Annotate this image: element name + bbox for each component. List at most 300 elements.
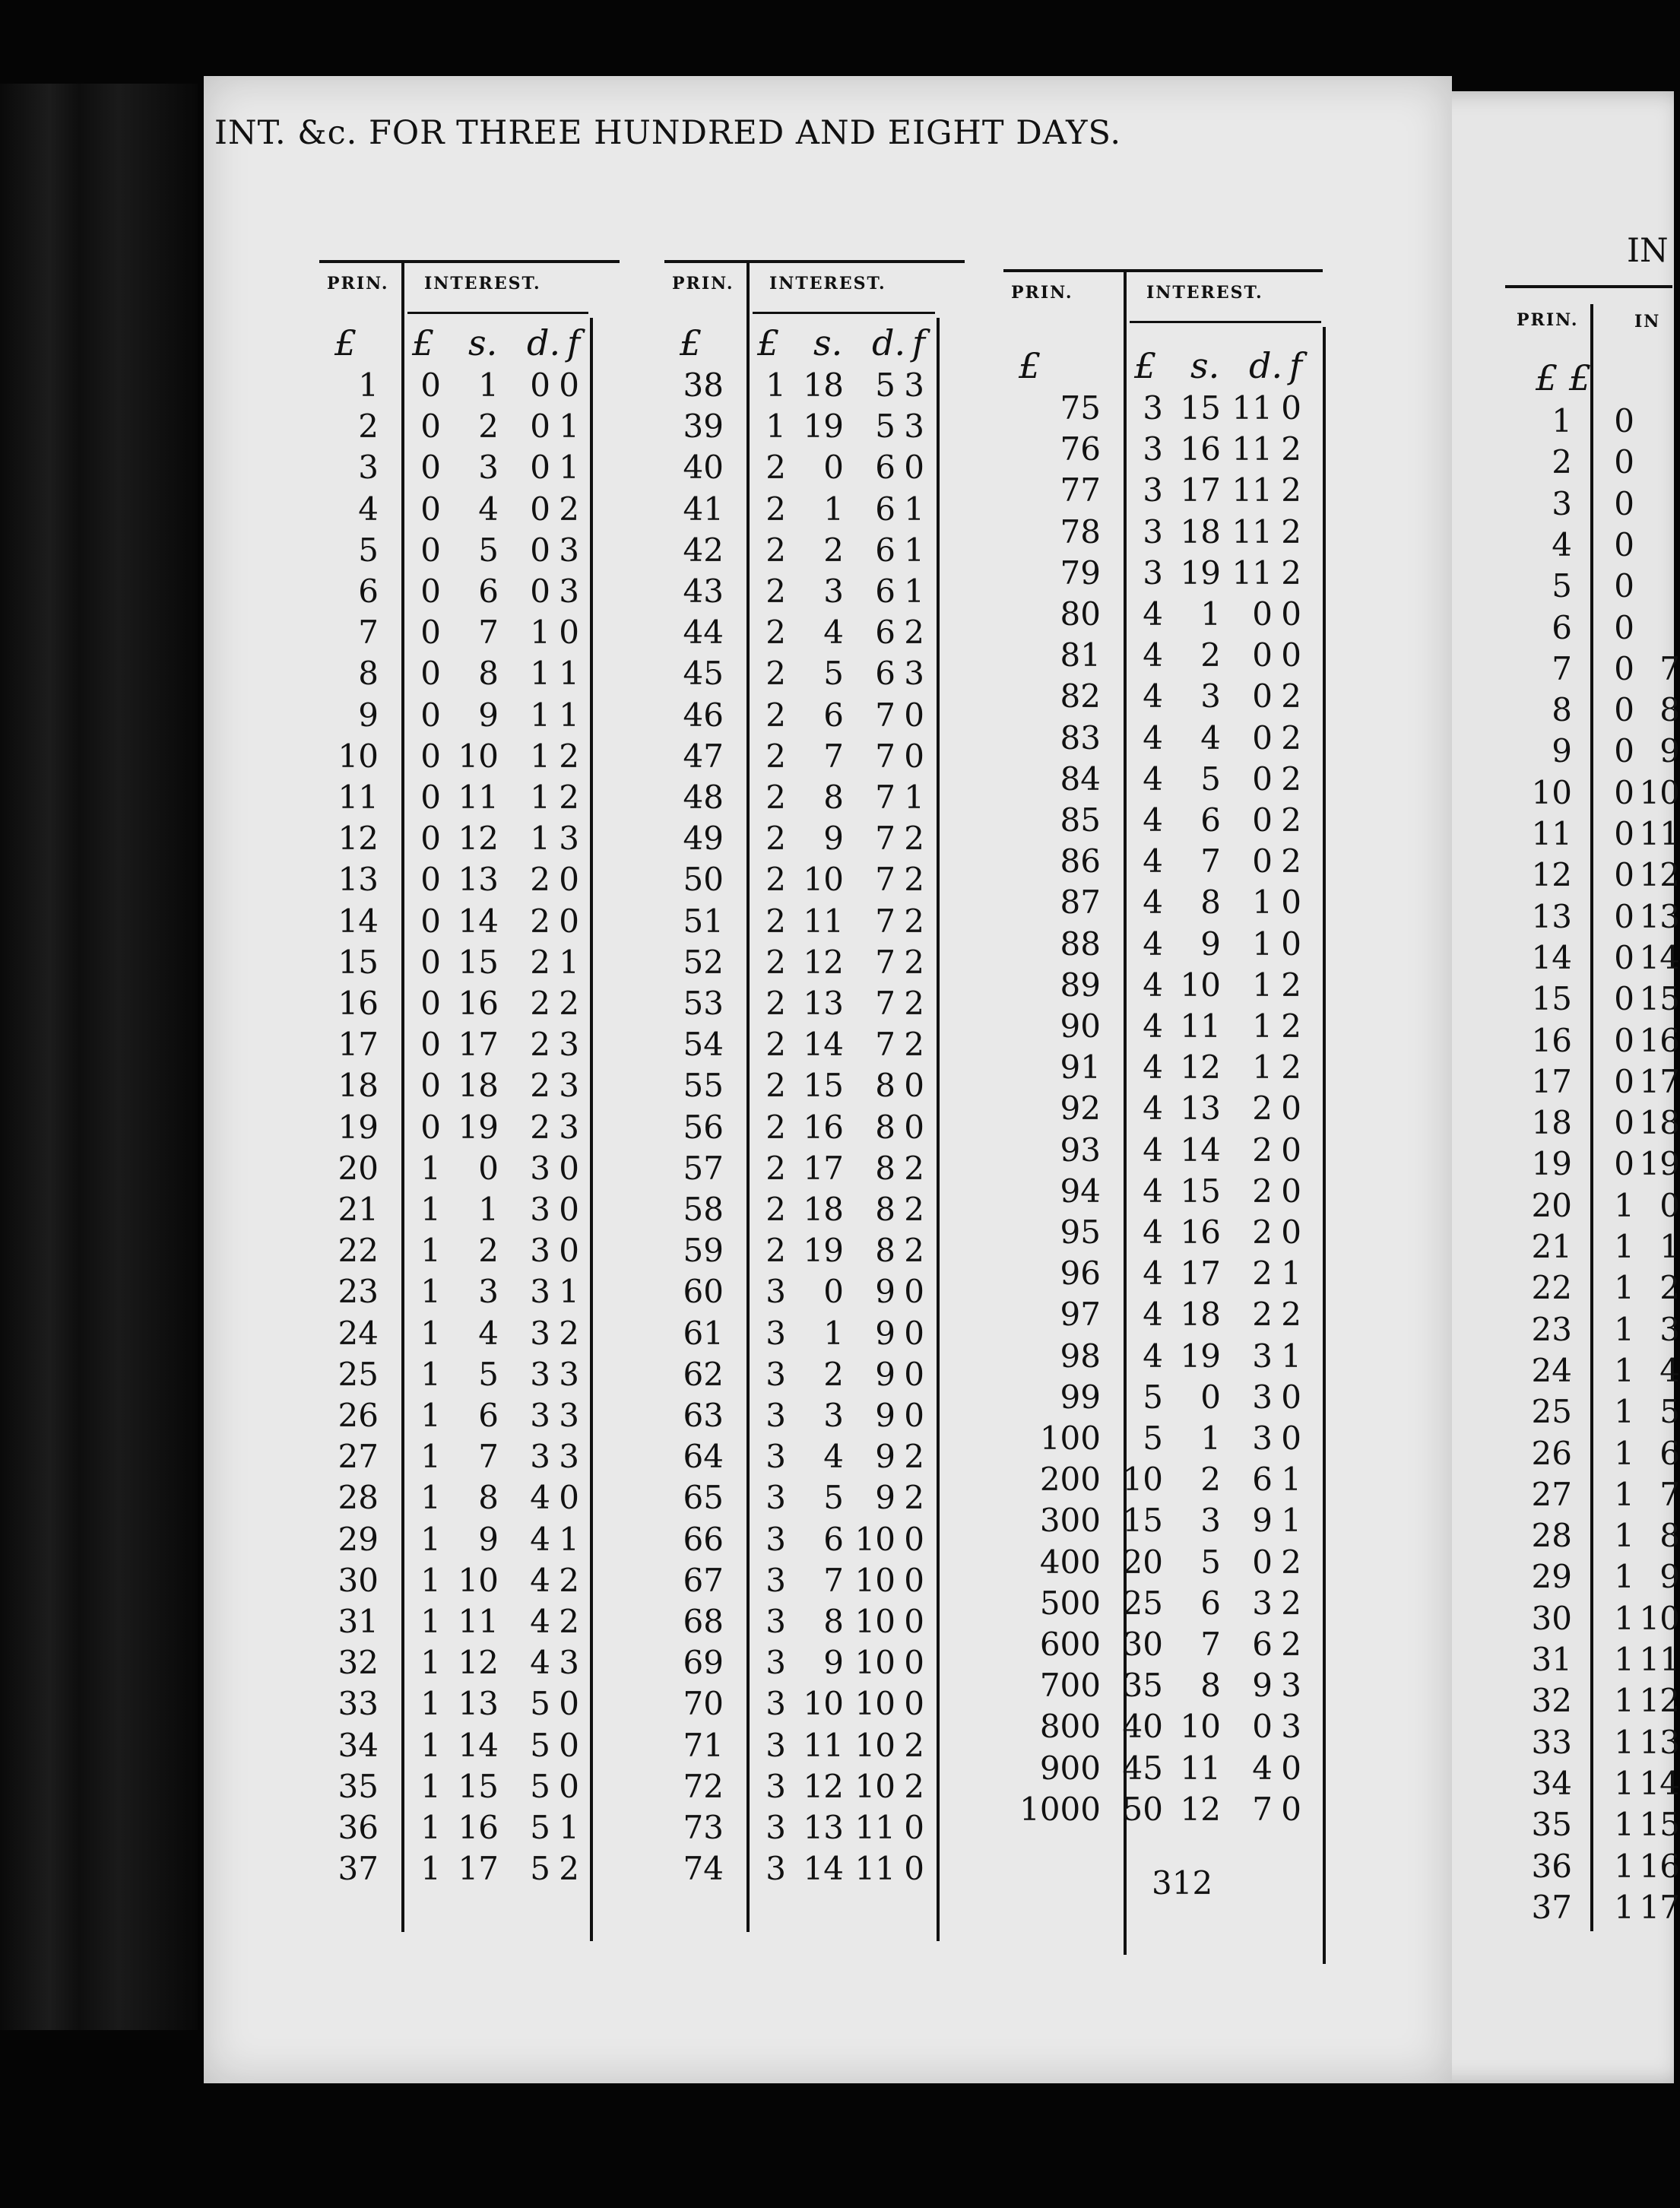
pounds-value: 3: [1143, 471, 1163, 509]
prin-value: 10: [338, 737, 379, 775]
next-pounds-value: 0: [1614, 732, 1634, 770]
next-page-row: [0, 772, 1680, 814]
shillings-value: 7: [823, 737, 844, 775]
shillings-value: 12: [458, 1644, 499, 1682]
farthings-value: 3: [559, 1026, 579, 1064]
next-prin-value: 4: [1552, 525, 1572, 563]
next-shillings-value: 2: [1659, 1269, 1680, 1307]
shillings-value: 8: [478, 1479, 499, 1517]
farthings-value: 0: [904, 1273, 924, 1311]
next-prin-value: 33: [1531, 1723, 1572, 1761]
next-pounds-value: 0: [1614, 608, 1634, 646]
next-pounds-value: 1: [1614, 1599, 1634, 1637]
shillings-value: 11: [458, 1603, 499, 1640]
shillings-value: 5: [1200, 1543, 1221, 1581]
farthings-value: 2: [904, 902, 924, 940]
shillings-value: 15: [803, 1067, 844, 1105]
farthings-value: 3: [559, 1438, 579, 1476]
farthings-value: 0: [1281, 636, 1301, 674]
pounds-value: 2: [766, 902, 786, 940]
shillings-value: 7: [478, 1438, 499, 1476]
next-page-row: [0, 1598, 1680, 1639]
farthings-value: 1: [559, 449, 579, 487]
pounds-value: 1: [420, 1767, 441, 1805]
farthings-value: 0: [559, 1191, 579, 1228]
pence-value: 8: [875, 1191, 895, 1228]
pounds-value: 1: [420, 1644, 441, 1682]
pence-value: 9: [1252, 1502, 1273, 1540]
farthings-value: 0: [904, 1108, 924, 1146]
pence-value: 6: [1252, 1626, 1273, 1663]
farthings-value: 2: [1281, 801, 1301, 839]
pence-value: 11: [1231, 471, 1273, 509]
next-page-row: [0, 1846, 1680, 1887]
prin-value: 13: [338, 861, 379, 899]
pounds-value: 3: [766, 1561, 786, 1599]
farthings-value: 2: [559, 737, 579, 775]
pounds-value: 2: [766, 614, 786, 652]
shillings-value: 9: [478, 696, 499, 734]
pence-value: 8: [875, 1067, 895, 1105]
farthings-value: 1: [559, 696, 579, 734]
shillings-value: 8: [1200, 884, 1221, 922]
next-pounds-value: 1: [1614, 1888, 1634, 1926]
shillings-value: 0: [823, 1273, 844, 1311]
prin-header: PRIN.: [672, 274, 734, 293]
farthings-value: 3: [559, 1355, 579, 1393]
pounds-value: 2: [766, 1191, 786, 1228]
prin-value: 84: [1060, 760, 1101, 798]
pence-value: 0: [1252, 842, 1273, 880]
next-pounds-value: 0: [1614, 525, 1634, 563]
prin-value: 8: [358, 655, 379, 693]
next-page-row: [0, 1474, 1680, 1515]
pence-value: 0: [1252, 595, 1273, 633]
prin-value: 600: [1039, 1626, 1101, 1663]
pence-value: 4: [530, 1520, 550, 1558]
shillings-value: 17: [1180, 1255, 1221, 1293]
shillings-value: 2: [823, 531, 844, 569]
pence-value: 5: [875, 408, 895, 446]
pounds-value: 4: [1143, 1296, 1163, 1334]
prin-value: 36: [338, 1809, 379, 1846]
next-pounds-value: 0: [1614, 484, 1634, 522]
pence-value: 6: [875, 490, 895, 528]
pence-value: 2: [530, 1067, 550, 1105]
shillings-value: 13: [803, 985, 844, 1022]
pence-value: 10: [854, 1520, 895, 1558]
prin-value: 94: [1060, 1172, 1101, 1210]
prin-value: 40: [683, 449, 724, 487]
prin-value: 28: [338, 1479, 379, 1517]
farthings-value: 1: [559, 1809, 579, 1846]
prin-value: 4: [358, 490, 379, 528]
prin-value: 48: [683, 779, 724, 816]
unit-farthings: f: [567, 322, 581, 363]
next-pounds-value: 0: [1614, 1062, 1634, 1100]
next-shillings-value: 16: [1639, 1847, 1680, 1885]
unit-pence: d.: [527, 322, 561, 363]
pounds-value: 1: [420, 1603, 441, 1640]
farthings-value: 2: [904, 1438, 924, 1476]
farthings-value: 2: [1281, 1296, 1301, 1334]
unit-pound: £: [1134, 345, 1157, 386]
farthings-value: 2: [904, 1191, 924, 1228]
prin-value: 30: [338, 1561, 379, 1599]
next-shillings-value: 5: [1659, 1393, 1680, 1431]
shillings-value: 18: [458, 1067, 499, 1105]
prin-value: 42: [683, 531, 724, 569]
pounds-value: 3: [766, 1850, 786, 1888]
pounds-value: 1: [420, 1561, 441, 1599]
farthings-value: 0: [904, 1314, 924, 1352]
next-shillings-value: 17: [1639, 1062, 1680, 1100]
pence-value: 2: [530, 1026, 550, 1064]
farthings-value: 3: [559, 531, 579, 569]
next-prin-value: 9: [1552, 732, 1572, 770]
next-page-row: [0, 1639, 1680, 1680]
pounds-value: 2: [766, 531, 786, 569]
prin-value: 26: [338, 1397, 379, 1434]
pence-value: 10: [854, 1603, 895, 1640]
prin-value: 19: [338, 1108, 379, 1146]
next-shillings-value: 8: [1659, 691, 1680, 729]
prin-value: 17: [338, 1026, 379, 1064]
shillings-value: 14: [1180, 1131, 1221, 1169]
shillings-value: 0: [823, 449, 844, 487]
farthings-value: 2: [904, 943, 924, 981]
farthings-value: 3: [559, 1108, 579, 1146]
farthings-value: 3: [559, 1397, 579, 1434]
pounds-value: 1: [420, 1438, 441, 1476]
prin-value: 39: [683, 408, 724, 446]
pence-value: 6: [1252, 1461, 1273, 1499]
next-page-row: [0, 937, 1680, 979]
pence-value: 0: [530, 531, 550, 569]
farthings-value: 0: [559, 1232, 579, 1270]
pounds-value: 0: [420, 943, 441, 981]
prin-value: 32: [338, 1644, 379, 1682]
pounds-value: 0: [420, 861, 441, 899]
next-prin-value: 2: [1552, 443, 1572, 481]
pence-value: 5: [530, 1726, 550, 1764]
prin-value: 80: [1060, 595, 1101, 633]
next-pounds-value: 0: [1614, 773, 1634, 811]
pence-value: 7: [875, 1026, 895, 1064]
farthings-value: 3: [1281, 1708, 1301, 1746]
pence-value: 2: [1252, 1213, 1273, 1251]
next-pounds-value: 1: [1614, 1434, 1634, 1472]
farthings-value: 0: [1281, 1172, 1301, 1210]
next-shillings-value: 3: [1659, 1310, 1680, 1348]
prin-value: 37: [338, 1850, 379, 1888]
prin-value: 52: [683, 943, 724, 981]
next-pounds-value: 0: [1614, 938, 1634, 976]
pence-value: 4: [530, 1479, 550, 1517]
shillings-value: 8: [1200, 1667, 1221, 1705]
farthings-value: 0: [904, 1809, 924, 1846]
next-pounds-value: 1: [1614, 1723, 1634, 1761]
farthings-value: 0: [904, 1561, 924, 1599]
pence-value: 1: [1252, 884, 1273, 922]
shillings-value: 3: [1200, 677, 1221, 715]
pounds-value: 15: [1122, 1502, 1163, 1540]
shillings-value: 17: [803, 1149, 844, 1187]
pounds-value: 0: [420, 408, 441, 446]
prin-value: 97: [1060, 1296, 1101, 1334]
pounds-value: 1: [420, 1397, 441, 1434]
pence-value: 10: [854, 1685, 895, 1723]
unit-prin-pound: £: [1019, 345, 1041, 386]
shillings-value: 5: [478, 531, 499, 569]
next-shillings-value: 0: [1659, 1186, 1680, 1224]
next-shillings-value: 14: [1639, 938, 1680, 976]
next-page-prin-header: PRIN.: [1517, 310, 1579, 330]
farthings-value: 0: [559, 1767, 579, 1805]
next-page-row: [0, 1556, 1680, 1597]
pence-value: 0: [530, 573, 550, 610]
shillings-value: 3: [1200, 1502, 1221, 1540]
farthings-value: 1: [1281, 1461, 1301, 1499]
farthings-value: 0: [559, 902, 579, 940]
prin-value: 45: [683, 655, 724, 693]
next-shillings-value: 10: [1639, 1599, 1680, 1637]
farthings-value: 0: [904, 449, 924, 487]
farthings-value: 0: [559, 1149, 579, 1187]
prin-value: 66: [683, 1520, 724, 1558]
farthings-value: 0: [904, 1685, 924, 1723]
unit-pound: £: [757, 322, 780, 363]
next-page-row: [0, 401, 1660, 442]
next-pounds-value: 0: [1614, 691, 1634, 729]
next-page-row: [0, 690, 1680, 731]
pence-value: 0: [530, 366, 550, 404]
pounds-value: 1: [420, 1232, 441, 1270]
shillings-value: 18: [1180, 1296, 1221, 1334]
farthings-value: 2: [1281, 1584, 1301, 1622]
unit-prin-pound: £: [680, 322, 702, 363]
pounds-value: 3: [1143, 512, 1163, 550]
pounds-value: 4: [1143, 842, 1163, 880]
pounds-value: 25: [1122, 1584, 1163, 1622]
farthings-value: 0: [559, 366, 579, 404]
next-pounds-value: 1: [1614, 1351, 1634, 1389]
shillings-value: 6: [823, 1520, 844, 1558]
farthings-value: 0: [904, 1067, 924, 1105]
pounds-value: 2: [766, 1067, 786, 1105]
farthings-value: 2: [904, 1726, 924, 1764]
prin-value: 44: [683, 614, 724, 652]
pence-value: 11: [854, 1809, 895, 1846]
shillings-value: 2: [478, 1232, 499, 1270]
interest-header: INTEREST.: [424, 274, 541, 293]
prin-value: 78: [1060, 512, 1101, 550]
next-shillings-value: 18: [1639, 1104, 1680, 1142]
next-pounds-value: 1: [1614, 1186, 1634, 1224]
prin-value: 51: [683, 902, 724, 940]
pence-value: 3: [530, 1149, 550, 1187]
shillings-value: 10: [1180, 966, 1221, 1004]
shillings-value: 3: [823, 573, 844, 610]
next-pounds-value: 1: [1614, 1475, 1634, 1513]
next-page-top-rule: [1505, 285, 1672, 288]
pence-value: 10: [854, 1561, 895, 1599]
next-pounds-value: 1: [1614, 1641, 1634, 1678]
next-shillings-value: 4: [1659, 1351, 1680, 1389]
shillings-value: 0: [478, 1149, 499, 1187]
pounds-value: 1: [420, 1850, 441, 1888]
prin-value: 83: [1060, 719, 1101, 757]
next-prin-value: 23: [1531, 1310, 1572, 1348]
pounds-value: 2: [766, 820, 786, 858]
next-pounds-value: 1: [1614, 1517, 1634, 1555]
pence-value: 3: [530, 1232, 550, 1270]
shillings-value: 17: [458, 1850, 499, 1888]
pence-value: 6: [875, 449, 895, 487]
pounds-value: 4: [1143, 677, 1163, 715]
next-pounds-value: 0: [1614, 897, 1634, 935]
next-pounds-value: 0: [1614, 1104, 1634, 1142]
pounds-value: 0: [420, 490, 441, 528]
pence-value: 2: [1252, 1090, 1273, 1128]
pence-value: 2: [1252, 1172, 1273, 1210]
next-page-row: [0, 1020, 1680, 1061]
next-page-title: IN: [1627, 232, 1669, 270]
shillings-value: 1: [823, 1314, 844, 1352]
farthings-value: 2: [904, 820, 924, 858]
farthings-value: 0: [559, 1685, 579, 1723]
pounds-value: 3: [766, 1397, 786, 1434]
pence-value: 0: [1252, 719, 1273, 757]
next-page-unit-labels: £ £: [1536, 357, 1592, 398]
unit-shillings: s.: [468, 322, 498, 363]
farthings-value: 2: [1281, 471, 1301, 509]
pounds-value: 2: [766, 1026, 786, 1064]
shillings-value: 6: [823, 696, 844, 734]
next-prin-value: 37: [1531, 1888, 1572, 1926]
next-prin-value: 22: [1531, 1269, 1572, 1307]
shillings-value: 15: [1180, 1172, 1221, 1210]
next-prin-value: 13: [1531, 897, 1572, 935]
pence-value: 5: [530, 1767, 550, 1805]
pounds-value: 35: [1122, 1667, 1163, 1705]
prin-value: 95: [1060, 1213, 1101, 1251]
farthings-value: 3: [559, 820, 579, 858]
prin-value: 56: [683, 1108, 724, 1146]
pounds-value: 3: [766, 1273, 786, 1311]
pence-value: 1: [1252, 925, 1273, 963]
prin-value: 500: [1039, 1584, 1101, 1622]
pence-value: 1: [1252, 966, 1273, 1004]
pounds-value: 3: [766, 1767, 786, 1805]
shillings-value: 17: [458, 1026, 499, 1064]
next-page-row: [0, 1391, 1680, 1432]
shillings-value: 7: [1200, 1626, 1221, 1663]
prin-value: 90: [1060, 1007, 1101, 1045]
pounds-value: 1: [420, 1479, 441, 1517]
farthings-value: 2: [904, 985, 924, 1022]
farthings-value: 0: [1281, 1090, 1301, 1128]
pence-value: 2: [530, 1108, 550, 1146]
pence-value: 10: [854, 1767, 895, 1805]
prin-value: 96: [1060, 1255, 1101, 1293]
farthings-value: 1: [904, 490, 924, 528]
unit-shillings: s.: [1190, 345, 1220, 386]
prin-value: 98: [1060, 1337, 1101, 1375]
shillings-value: 10: [803, 861, 844, 899]
pence-value: 6: [875, 614, 895, 652]
shillings-value: 16: [1180, 1213, 1221, 1251]
prin-value: 49: [683, 820, 724, 858]
farthings-value: 1: [1281, 1337, 1301, 1375]
shillings-value: 9: [823, 1644, 844, 1682]
header-top-rule: [319, 260, 620, 263]
next-shillings-value: 12: [1639, 1682, 1680, 1720]
prin-value: 53: [683, 985, 724, 1022]
pounds-value: 4: [1143, 760, 1163, 798]
next-pounds-value: 1: [1614, 1228, 1634, 1265]
farthings-value: 3: [904, 408, 924, 446]
shillings-value: 14: [803, 1850, 844, 1888]
prin-value: 11: [338, 779, 379, 816]
pounds-value: 4: [1143, 1007, 1163, 1045]
next-page-row: [0, 814, 1680, 855]
shillings-value: 13: [803, 1809, 844, 1846]
pence-value: 7: [875, 943, 895, 981]
pence-value: 7: [875, 779, 895, 816]
next-shillings-value: 11: [1639, 815, 1680, 852]
prin-value: 82: [1060, 677, 1101, 715]
next-prin-value: 3: [1552, 484, 1572, 522]
pounds-value: 1: [420, 1685, 441, 1723]
pounds-value: 0: [420, 737, 441, 775]
shillings-value: 10: [1180, 1708, 1221, 1746]
pounds-value: 45: [1122, 1749, 1163, 1787]
prin-value: 6: [358, 573, 379, 610]
prin-value: 21: [338, 1191, 379, 1228]
shillings-value: 4: [1200, 719, 1221, 757]
farthings-value: 2: [904, 1026, 924, 1064]
pounds-value: 0: [420, 366, 441, 404]
next-pounds-value: 0: [1614, 649, 1634, 687]
prin-value: 57: [683, 1149, 724, 1187]
next-prin-value: 20: [1531, 1186, 1572, 1224]
shillings-value: 18: [803, 1191, 844, 1228]
shillings-value: 14: [803, 1026, 844, 1064]
pounds-value: 1: [420, 1520, 441, 1558]
shillings-value: 7: [1200, 842, 1221, 880]
pounds-value: 3: [766, 1685, 786, 1723]
farthings-value: 0: [559, 1479, 579, 1517]
prin-value: 55: [683, 1067, 724, 1105]
unit-pound: £: [412, 322, 435, 363]
pounds-value: 3: [1143, 430, 1163, 468]
next-page-row: [0, 1144, 1680, 1185]
prin-value: 9: [358, 696, 379, 734]
pounds-value: 4: [1143, 595, 1163, 633]
pounds-value: 4: [1143, 925, 1163, 963]
next-page-row: [0, 1226, 1680, 1267]
shillings-value: 3: [478, 1273, 499, 1311]
pence-value: 4: [1252, 1749, 1273, 1787]
shillings-value: 9: [1200, 925, 1221, 963]
prin-value: 68: [683, 1603, 724, 1640]
next-page-row: [0, 1763, 1680, 1804]
farthings-value: 1: [559, 943, 579, 981]
prin-value: 41: [683, 490, 724, 528]
pence-value: 2: [1252, 1131, 1273, 1169]
pounds-value: 1: [420, 1273, 441, 1311]
